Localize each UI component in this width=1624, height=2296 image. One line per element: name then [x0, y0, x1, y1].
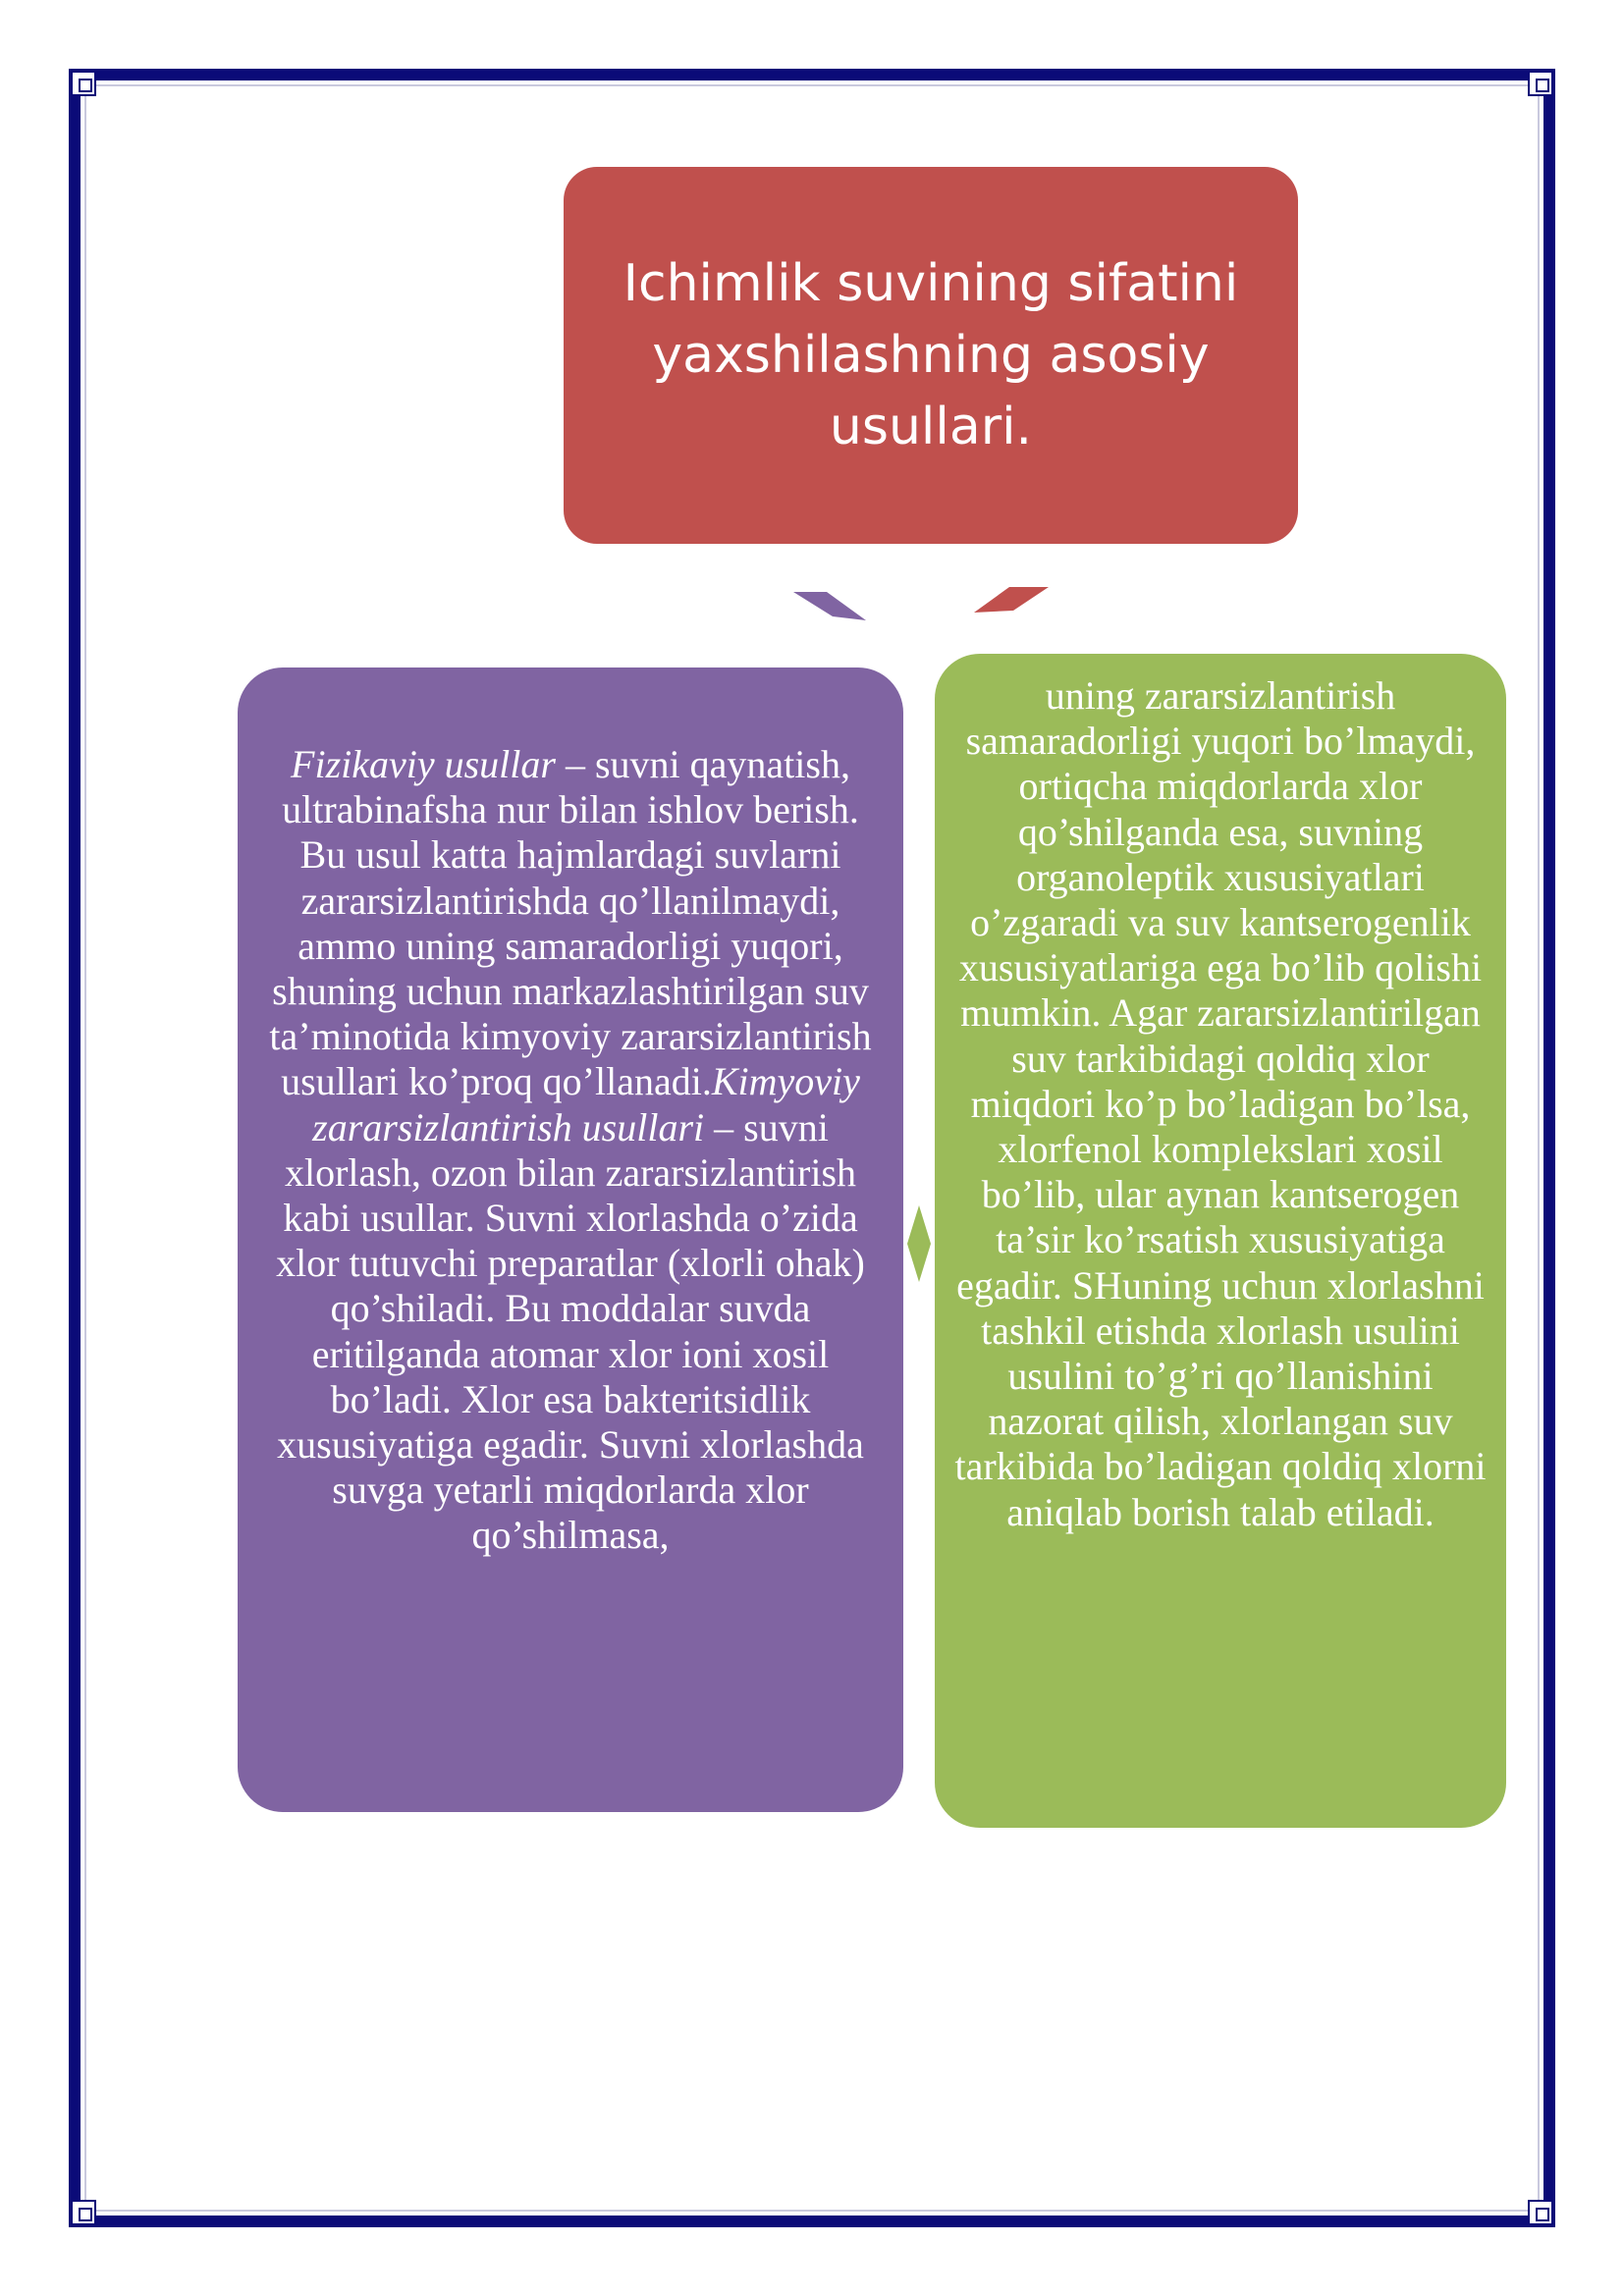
physical-methods-text [261, 742, 880, 1559]
border-corner-top-right [1528, 71, 1553, 96]
title-box [564, 167, 1298, 544]
chlorination-box [935, 654, 1506, 1828]
chlorination-text: uning zararsizlantirish samaradorligi yuqori bo’lmaydi, ortiqcha miqdorlarda xlor qo’shilganda esa, suvning organoleptik xususiyatlari o’zgaradi va suv kantserogenlik xususiyatlariga ega bo’lib qolishi mumkin. Agar zararsizlantirilgan suv tarkibidagi qoldiq xlor miqdori ko’p bo’ladigan bo’lsa, xlorfenol komplekslari xosil bo’lib, ular aynan kantserogen ta’sir ko’rsatish xususiyatiga egadir. SHuning uchun xlorlashni tashkil etishda xlorlash usulini usulini to’g’ri qo’llanishini nazorat qilish, xlorlangan suv tarkibida bo’ladigan qoldiq xlorni aniqlab borish talab etiladi. [954, 673, 1487, 1534]
border-corner-top-left [71, 71, 96, 96]
physical-methods-box [238, 667, 903, 1812]
physical-methods-term: Fizikaviy usullar [291, 742, 556, 786]
diagram-title: Ichimlik suvining sifatini yaxshilashning asosiy usullari. [623, 253, 1239, 456]
chemical-methods-description: – suvni xlorlash, ozon bilan zararsizlantirish kabi usullar. Suvni xlorlashda o’zida xlor tutuvchi preparatlar (xlorli ohak) qo’shiladi. Bu moddalar suvda eritilganda atomar xlor ioni xosil bo’ladi. Xlor esa bakteritsidlik xususiyatiga egadir. Suvni xlorlashda suvga yetarli miqdorlarda xlor qo’shilmasa, [276, 1104, 865, 1558]
border-corner-bottom-left [71, 2200, 96, 2225]
border-corner-bottom-right [1528, 2200, 1553, 2225]
physical-methods-description: – suvni qaynatish, ultrabinafsha nur bilan ishlov berish. Bu usul katta hajmlardagi suvlarni zararsizlantirishda qo’llanilmaydi, ammo uning samaradorligi yuqori, shuning uchun markazlashtirilgan suv ta’minotida kimyoviy zararsizlantirish usullari ko’proq qo’llanadi. [269, 742, 872, 1104]
chemical-methods-term: Kimyoviy zararsizlantirish usullari [312, 1059, 860, 1149]
